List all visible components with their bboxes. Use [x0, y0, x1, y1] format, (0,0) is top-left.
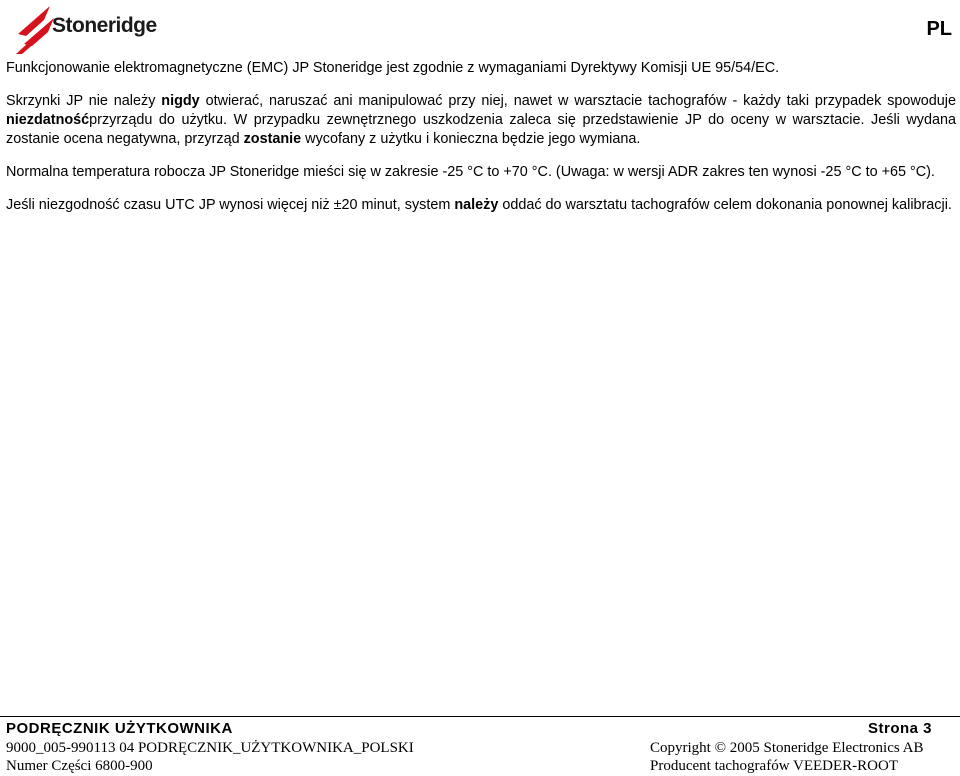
page-number: Strona 3	[867, 720, 932, 737]
paragraph-temperature: Normalna temperatura robocza JP Stoneridge mieści się w zakresie -25 °C to +70 °C. (Uwaga: w wersji ADR zakres ten wynosi -25 °C to +65 °C).	[6, 164, 935, 180]
footer-doc-id: 9000_005-990113 04 PODRĘCZNIK_UŻYTKOWNIKA_POLSKI	[6, 740, 414, 756]
paragraph-warning: Skrzynki JP nie należy nigdy otwierać, naruszać ani manipulować przy niej, nawet w warsztacie tachografów - każdy taki przypadek spowoduje niezdatnośćprzyrządu do użytku. W przypadku zewnętrznego uszkodzenia zaleca się przedstawienie JP do oceny w warsztacie. Jeśli wydana zostanie ocena negatywna, przyrząd zostanie wycofany z użytku i konieczna będzie jego wymiana.	[6, 93, 957, 147]
brand-name: Stoneridge	[52, 14, 157, 37]
footer-part-number: Numer Części 6800-900	[6, 758, 153, 774]
language-code: PL	[926, 18, 952, 40]
footer-copyright: Copyright © 2005 Stoneridge Electronics AB	[650, 740, 924, 756]
document-body	[6, 59, 956, 229]
footer-producer: Producent tachografów VEEDER-ROOT	[650, 758, 898, 774]
paragraph-utc: Jeśli niezgodność czasu UTC JP wynosi więcej niż ±20 minut, system należy oddać do warsztatu tachografów celem dokonania ponownej kalibracji.	[6, 197, 952, 213]
footer-divider	[0, 716, 960, 717]
paragraph-emc: Funkcjonowanie elektromagnetyczne (EMC) JP Stoneridge jest zgodnie z wymaganiami Dyrektywy Komisji UE 95/54/EC.	[6, 60, 780, 76]
footer-title: PODRĘCZNIK UŻYTKOWNIKA	[6, 720, 233, 737]
logo	[14, 4, 157, 54]
